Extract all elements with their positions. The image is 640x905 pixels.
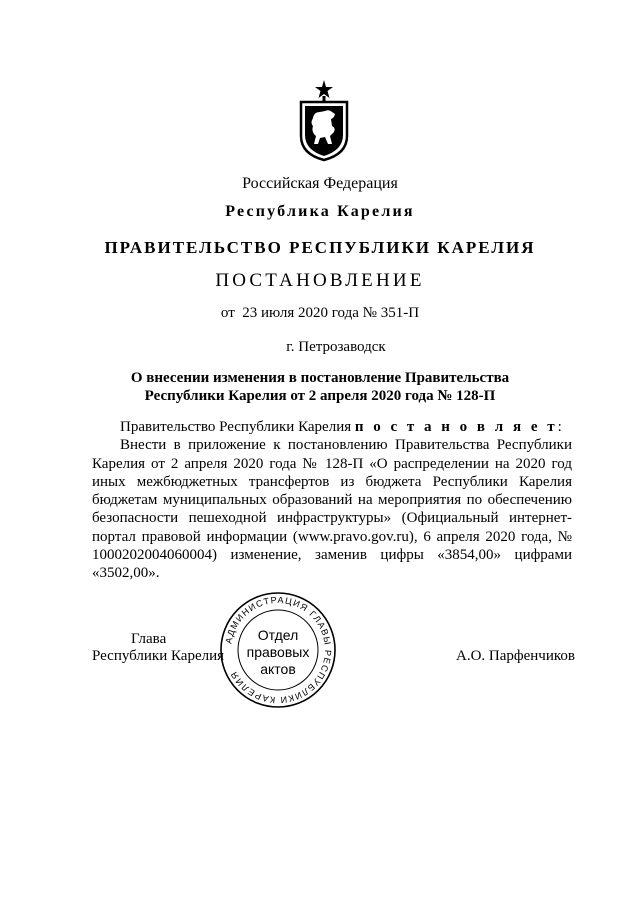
government-name: ПРАВИТЕЛЬСТВО РЕСПУБЛИКИ КАРЕЛИЯ: [104, 238, 536, 257]
document-date: от 23 июля 2020 года № 351-П: [220, 305, 420, 321]
signatory-name: А.О. Парфенчиков: [456, 648, 575, 664]
stamp-seal: [218, 590, 338, 710]
intro-text: Правительство Республики Карелия: [120, 419, 355, 435]
stamp-line-3: актов: [260, 661, 296, 677]
intro-keyword: п о с т а н о в л я е т: [354, 419, 558, 435]
karelia-coat-of-arms-icon: [296, 78, 352, 162]
heading-line-1: О внесении изменения в постановление Правительства: [130, 370, 510, 386]
heading-line-2: Республики Карелия от 2 апреля 2020 года № 128-П: [144, 388, 496, 404]
country-name: Российская Федерация: [242, 175, 398, 192]
document-heading: [90, 369, 550, 405]
intro-colon: :: [557, 419, 562, 435]
document-body: [92, 418, 572, 583]
signatory-title-line-1: Глава: [131, 631, 167, 647]
document-city: г. Петрозаводск: [286, 339, 386, 355]
stamp-ring-text: АДМИНИСТРАЦИЯ ГЛАВЫ РЕСПУБЛИКИ КАРЕЛИЯ: [223, 594, 334, 706]
stamp-line-1: Отдел: [257, 627, 299, 643]
signatory-title-line-2: Республики Карелия: [92, 648, 225, 664]
republic-name: Республика Карелия: [225, 203, 415, 220]
main-paragraph: Внести в приложение к постановлению Правительства Республики Карелия от 2 апреля 2020 года № 128-П «О распределении на 2020 год иных межбюджетных трансфертов из бюджета Республики Карелия бюджетам муниципальных образований на мероприятия по обеспечению безопасности пешеходной инфраструктуры» (Официальный интернет-портал правовой информации (www.pravo.gov.ru), 6 апреля 2020 года, № 1000202004060004) изменение, заменив цифры «3854,00» цифрами «3502,00».: [92, 437, 572, 582]
stamp-line-2: правовых: [246, 644, 310, 660]
document-type: ПОСТАНОВЛЕНИЕ: [215, 270, 425, 291]
intro-paragraph: [92, 418, 572, 436]
